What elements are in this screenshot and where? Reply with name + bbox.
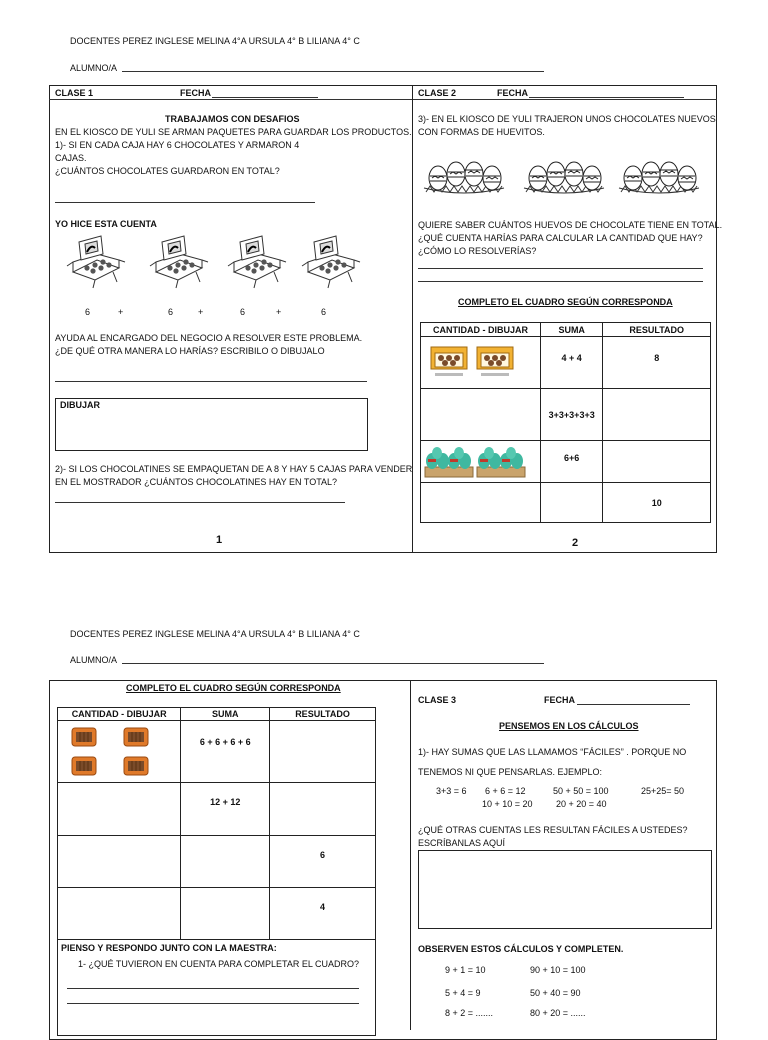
sum-term: 6 — [321, 307, 327, 317]
easter-eggs-icon — [420, 158, 508, 198]
clase3-label: CLASE 3 — [418, 695, 457, 705]
result-cell[interactable] — [603, 441, 711, 483]
table-row — [58, 888, 376, 940]
drawing-box-label: DIBUJAR — [60, 400, 101, 410]
quantity-cell[interactable] — [58, 721, 181, 783]
example-calc: 20 + 20 = 40 — [556, 799, 607, 809]
table-row — [421, 483, 711, 523]
result-cell[interactable] — [270, 783, 376, 836]
donut-box-icon — [427, 343, 471, 383]
example-calc: 50 + 50 = 100 — [553, 786, 609, 796]
sum-cell: 3+3+3+3+3 — [540, 389, 603, 441]
clase1-label: CLASE 1 — [55, 88, 94, 98]
egg-carton-icon — [423, 443, 475, 481]
addition-table — [420, 322, 711, 523]
quantity-cell[interactable] — [421, 441, 541, 483]
drawing-box[interactable] — [55, 398, 368, 451]
chocolate-box-icon — [65, 232, 125, 290]
answer-line[interactable] — [55, 202, 315, 203]
sum-cell[interactable] — [181, 836, 270, 888]
result-cell[interactable]: 8 — [603, 337, 711, 389]
fecha-label: FECHA — [544, 695, 575, 705]
fecha-line[interactable] — [577, 704, 690, 705]
result-cell[interactable] — [270, 721, 376, 783]
sum-plus: + — [198, 307, 204, 317]
clase2-label: CLASE 2 — [418, 88, 457, 98]
hice-label: YO HICE ESTA CUENTA — [55, 219, 157, 229]
calc-item[interactable]: 80 + 20 = ...... — [530, 1008, 586, 1018]
table-header: SUMA — [181, 708, 270, 721]
quantity-cell[interactable] — [421, 389, 541, 441]
sheet2-column-divider — [410, 680, 411, 1030]
section-title: PENSEMOS EN LOS CÁLCULOS — [499, 721, 639, 731]
chocolate-box-icon — [226, 232, 286, 290]
table-row — [421, 337, 711, 389]
table-row — [58, 836, 376, 888]
sum-plus: + — [276, 307, 282, 317]
ayuda-text: AYUDA AL ENCARGADO DEL NEGOCIO A RESOLVER ESTE PROBLEMA. — [55, 333, 363, 343]
q2-text: 2)- SI LOS CHOCOLATINES SE EMPAQUETAN DE A 8 Y HAY 5 CAJAS PARA VENDER — [55, 464, 413, 474]
q2-question: EN EL MOSTRADOR ¿CUÁNTOS CHOCOLATINES HAY EN TOTAL? — [55, 477, 338, 487]
otras-instruction: ESCRÍBANLAS AQUÍ — [418, 838, 506, 848]
observen-label: OBSERVEN ESTOS CÁLCULOS Y COMPLETEN. — [418, 944, 624, 954]
sum-cell: 6 + 6 + 6 + 6 — [181, 721, 270, 783]
pienso-label: PIENSO Y RESPONDO JUNTO CON LA MAESTRA: — [61, 943, 277, 953]
sheet2-header: DOCENTES PEREZ INGLESE MELINA 4°A URSULA 4° B LILIANA 4° C — [70, 629, 360, 639]
sheet1-column-divider — [412, 85, 413, 553]
sum-term: 6 — [168, 307, 174, 317]
quiere-question-2: ¿CÓMO LO RESOLVERÍAS? — [418, 246, 537, 256]
calc-item: 50 + 40 = 90 — [530, 988, 581, 998]
table-header: CANTIDAD - DIBUJAR — [421, 323, 541, 337]
write-box[interactable] — [418, 850, 712, 929]
result-cell: 10 — [603, 483, 711, 523]
q1-question: ¿CUÁNTOS CHOCOLATES GUARDARON EN TOTAL? — [55, 166, 280, 176]
chocolate-box-icon — [148, 232, 208, 290]
quantity-cell[interactable] — [421, 483, 541, 523]
calc-item: 9 + 1 = 10 — [445, 965, 486, 975]
answer-line[interactable] — [55, 381, 367, 382]
otras-question: ¿QUÉ OTRAS CUENTAS LES RESULTAN FÁCILES A USTEDES? — [418, 825, 688, 835]
result-cell[interactable] — [603, 389, 711, 441]
quiere-question: ¿QUÉ CUENTA HARÍAS PARA CALCULAR LA CANTIDAD QUE HAY? — [418, 233, 703, 243]
easter-eggs-icon — [520, 158, 608, 198]
quantity-cell[interactable] — [58, 783, 181, 836]
sheet1-header-divider — [49, 99, 717, 100]
example-calc: 6 + 6 = 12 — [485, 786, 526, 796]
q3-text-2: CON FORMAS DE HUEVITOS. — [418, 127, 545, 137]
page-number: 2 — [572, 537, 579, 549]
sum-plus: + — [118, 307, 124, 317]
fecha-label: FECHA — [180, 88, 211, 98]
pienso-box — [57, 936, 376, 1036]
sum-term: 6 — [85, 307, 91, 317]
result-cell: 6 — [270, 836, 376, 888]
chocolate-bar-box-icon — [122, 755, 150, 777]
q1-text-2: CAJAS. — [55, 153, 87, 163]
table-header: SUMA — [540, 323, 603, 337]
quantity-cell[interactable] — [58, 888, 181, 940]
chocolate-bar-box-icon — [70, 755, 98, 777]
sum-cell[interactable] — [181, 888, 270, 940]
easter-eggs-icon — [615, 158, 703, 198]
answer-line[interactable] — [418, 281, 703, 282]
table-row — [421, 389, 711, 441]
answer-line[interactable] — [418, 268, 703, 269]
sum-cell: 4 + 4 — [540, 337, 603, 389]
example-calc: 3+3 = 6 — [436, 786, 467, 796]
addition-table — [57, 707, 376, 940]
intro-text: EN EL KIOSCO DE YULI SE ARMAN PAQUETES PARA GUARDAR LOS PRODUCTOS. — [55, 127, 412, 137]
sheet1-header: DOCENTES PEREZ INGLESE MELINA 4°A URSULA 4° B LILIANA 4° C — [70, 36, 360, 46]
result-cell: 4 — [270, 888, 376, 940]
example-calc: 25+25= 50 — [641, 786, 685, 796]
table-row — [58, 783, 376, 836]
quiere-text: QUIERE SABER CUÁNTOS HUEVOS DE CHOCOLATE TIENE EN TOTAL. — [418, 220, 723, 230]
section-title: TRABAJAMOS CON DESAFIOS — [165, 114, 300, 124]
calc-item: 5 + 4 = 9 — [445, 988, 481, 998]
fecha-line[interactable] — [212, 97, 318, 98]
fecha-line[interactable] — [529, 97, 684, 98]
quantity-cell[interactable] — [421, 337, 541, 389]
sheet1-alumno-label: ALUMNO/A — [70, 63, 118, 73]
page-number: 1 — [216, 534, 223, 546]
chocolate-bar-box-icon — [122, 726, 150, 748]
table-header: RESULTADO — [270, 708, 376, 721]
alumno-name-line[interactable] — [122, 71, 544, 72]
chocolate-bar-box-icon — [70, 726, 98, 748]
donut-box-icon — [473, 343, 517, 383]
sum-cell: 6+6 — [540, 441, 603, 483]
table-row — [58, 721, 376, 783]
pienso-question: 1- ¿QUÉ TUVIERON EN CUENTA PARA COMPLETAR EL CUADRO? — [78, 959, 360, 969]
q1-text: 1)- SI EN CADA CAJA HAY 6 CHOCOLATES Y ARMARON 4 — [55, 140, 300, 150]
calc-item: 90 + 10 = 100 — [530, 965, 586, 975]
table-header: RESULTADO — [603, 323, 711, 337]
ayuda-question: ¿DE QUÉ OTRA MANERA LO HARÍAS? ESCRIBILO O DIBUJALO — [55, 346, 325, 356]
sum-cell[interactable] — [540, 483, 603, 523]
sum-cell: 12 + 12 — [181, 783, 270, 836]
table-title: COMPLETO EL CUADRO SEGÚN CORRESPONDA — [126, 683, 341, 693]
answer-line[interactable] — [55, 502, 345, 503]
chocolate-box-icon — [300, 232, 360, 290]
q3-text: 3)- EN EL KIOSCO DE YULI TRAJERON UNOS CHOCOLATES NUEVOS — [418, 114, 716, 124]
example-calc: 10 + 10 = 20 — [482, 799, 533, 809]
quantity-cell[interactable] — [58, 836, 181, 888]
calc-item[interactable]: 8 + 2 = ....... — [445, 1008, 494, 1018]
table-header: CANTIDAD - DIBUJAR — [58, 708, 181, 721]
fecha-label: FECHA — [497, 88, 528, 98]
table-title: COMPLETO EL CUADRO SEGÚN CORRESPONDA — [458, 297, 673, 307]
egg-carton-icon — [475, 443, 527, 481]
alumno-name-line[interactable] — [122, 663, 544, 664]
sum-term: 6 — [240, 307, 246, 317]
sheet2-alumno-label: ALUMNO/A — [70, 655, 118, 665]
table-row — [421, 441, 711, 483]
intro-text-2: TENEMOS NI QUE PENSARLAS. EJEMPLO: — [418, 767, 603, 777]
intro-text: 1)- HAY SUMAS QUE LAS LLAMAMOS “FÁCILES” . PORQUE NO — [418, 747, 687, 757]
